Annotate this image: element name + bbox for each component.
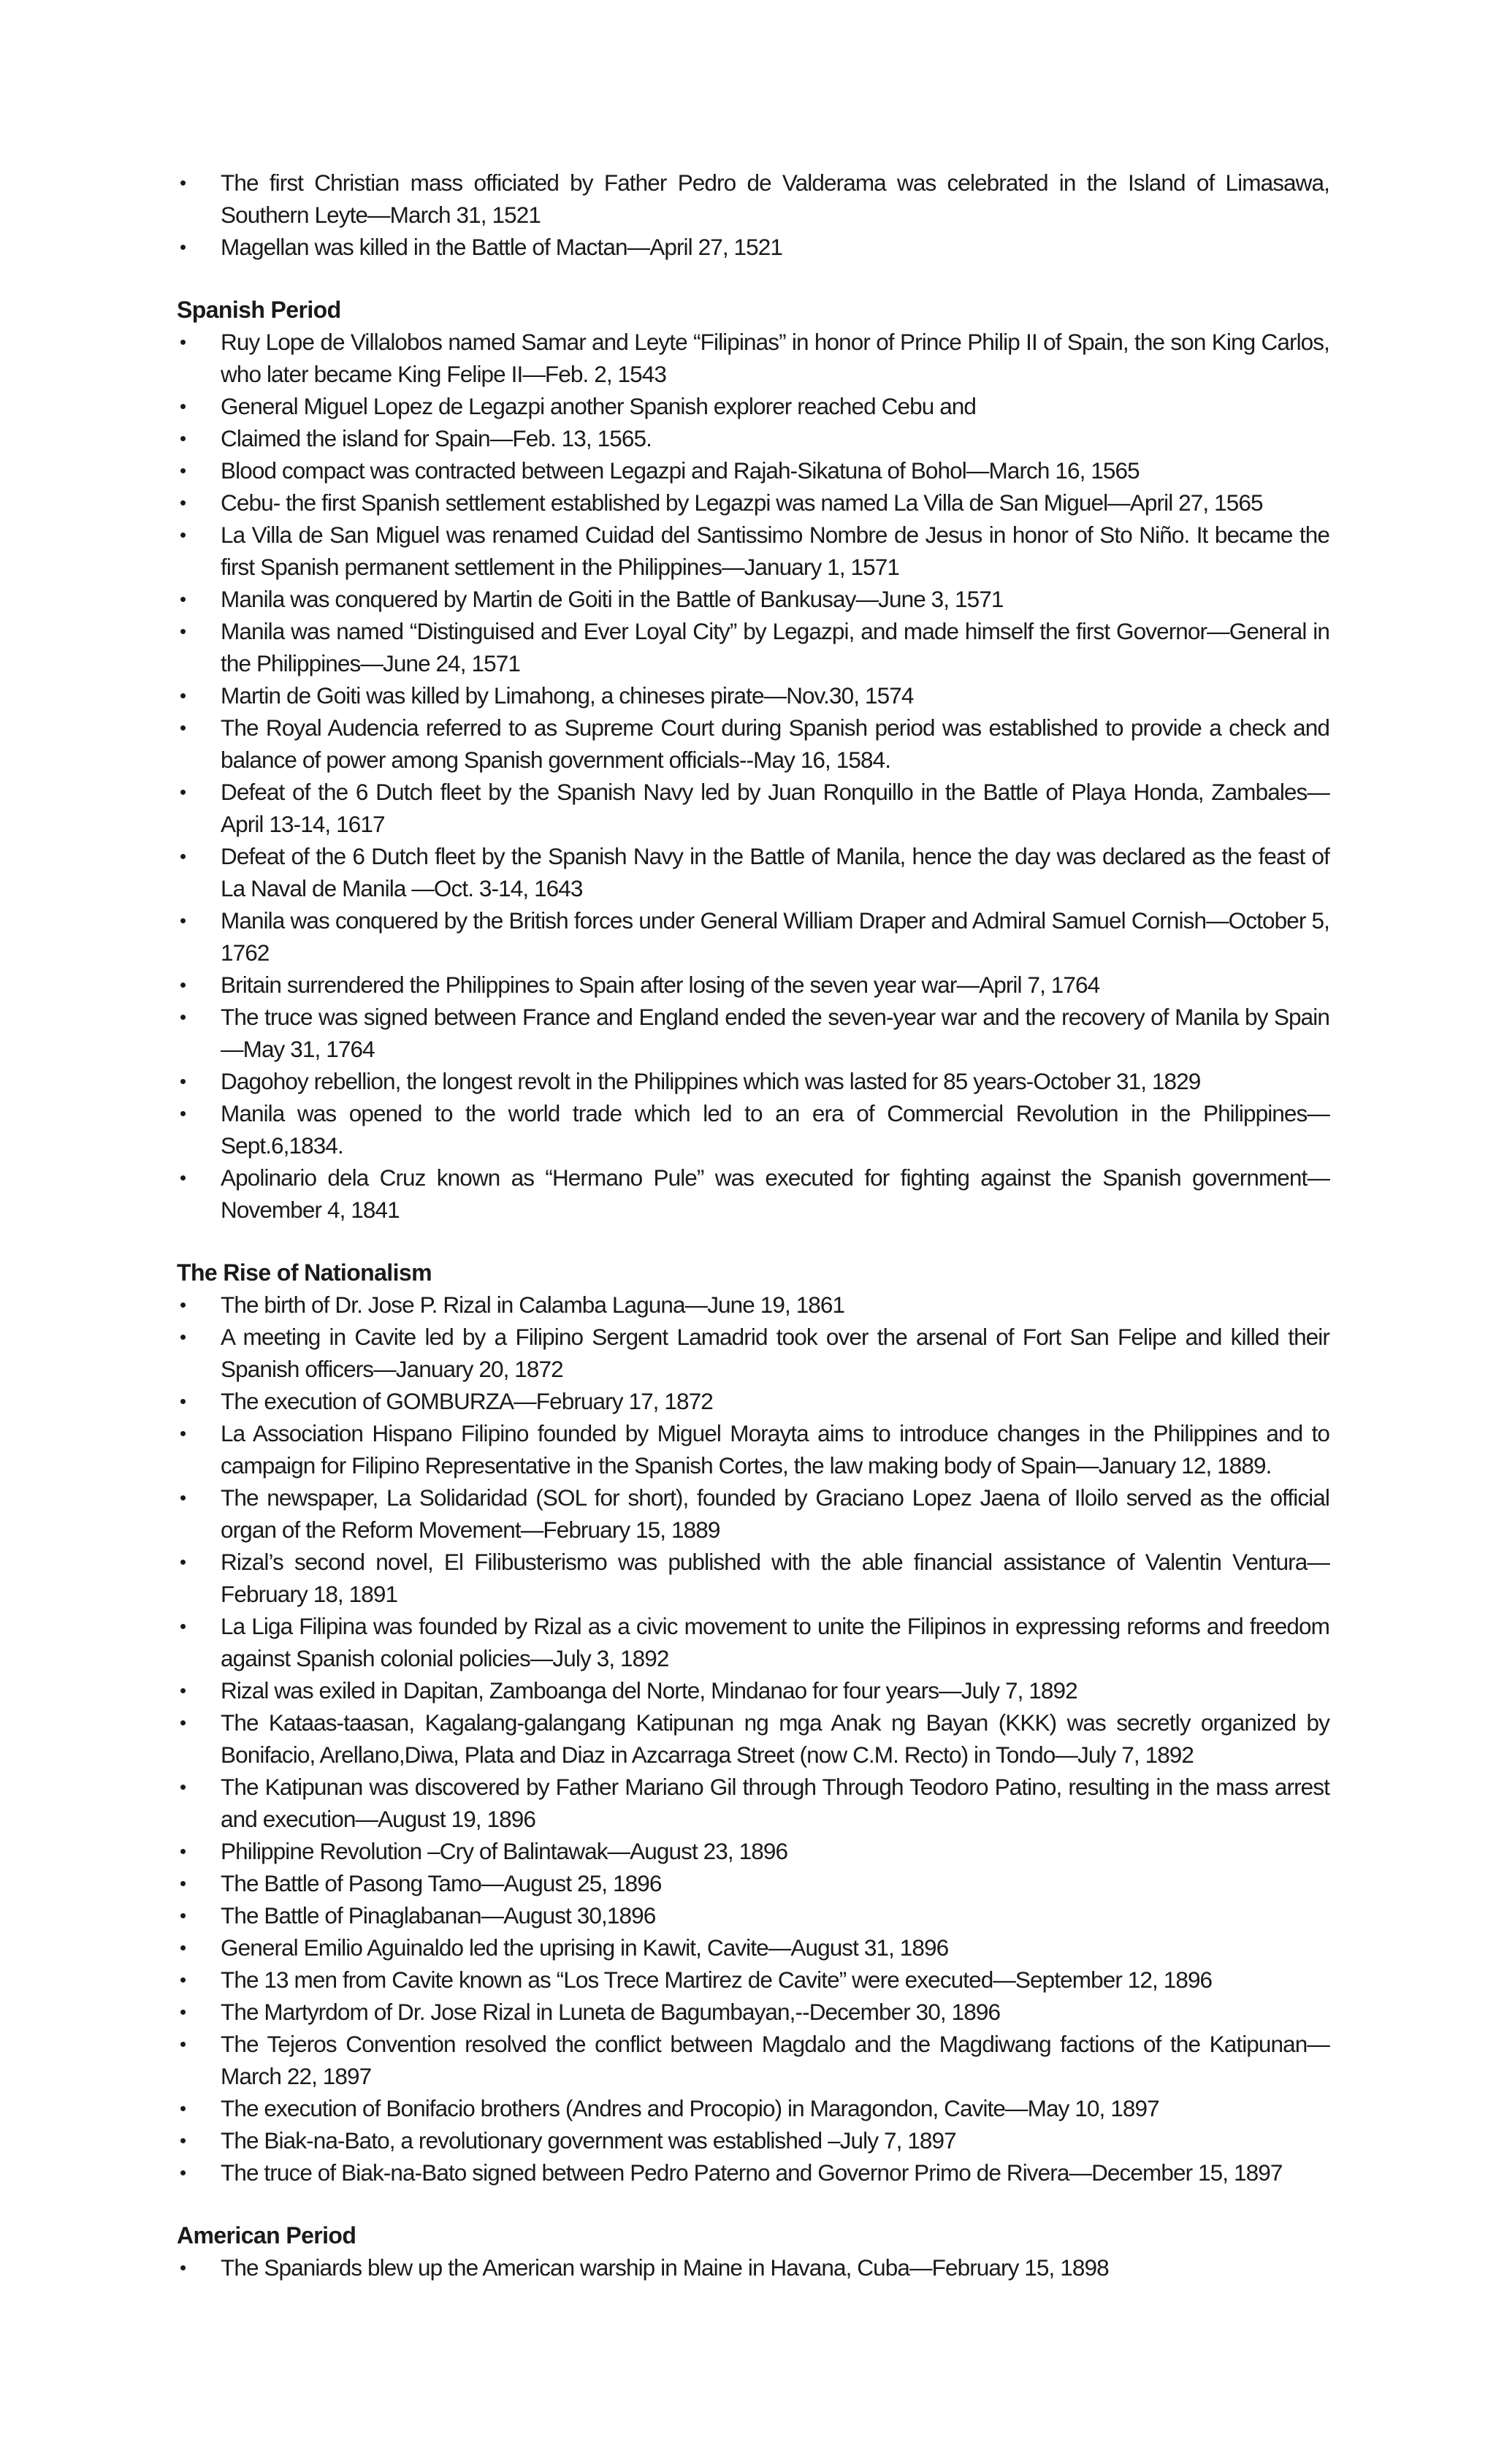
list-item-text: Manila was conquered by the British forces under General William Draper and Admiral Samuel Cornish—October 5, 1762 [221, 907, 1329, 966]
list-item-text: The Spaniards blew up the American warship in Maine in Havana, Cuba—February 15, 1898 [221, 2254, 1109, 2281]
section-heading: The Rise of Nationalism [177, 1259, 432, 1286]
list-item-text: Ruy Lope de Villalobos named Samar and Leyte “Filipinas” in honor of Prince Philip II of Spain, the son King Carlos, who later became King Felipe II—Feb. 2, 1543 [221, 329, 1329, 387]
list-item [175, 2156, 1329, 2189]
list-item [175, 1899, 1329, 1931]
bullet-icon: • [180, 2129, 186, 2151]
list-item-text: General Miguel Lopez de Legazpi another Spanish explorer reached Cebu and [221, 393, 977, 419]
list-item-text: The Tejeros Convention resolved the conflict between Magdalo and the Magdiwang factions of the Katipunan—March 22, 1897 [221, 2031, 1329, 2089]
list-item [175, 454, 1329, 487]
list-item-text: The newspaper, La Solidaridad (SOL for short), founded by Graciano Lopez Jaena of Iloilo served as the official organ of the Reform Movement—February 15, 1889 [221, 1484, 1329, 1543]
list-item [175, 1065, 1329, 1097]
section-list [175, 1289, 1329, 2189]
bullet-icon: • [180, 1006, 186, 1028]
list-item [175, 167, 1329, 231]
list-item-text: Rizal’s second novel, El Filibusterismo was published with the able financial assistance of Valentin Ventura—February 18, 1891 [221, 1549, 1329, 1607]
bullet-icon: • [180, 588, 186, 610]
list-item [175, 1385, 1329, 1417]
list-item-text: Manila was conquered by Martin de Goiti in the Battle of Bankusay—June 3, 1571 [221, 586, 1004, 612]
list-item-text: The birth of Dr. Jose P. Rizal in Calamba Laguna—June 19, 1861 [221, 1292, 845, 1318]
list-item [175, 1481, 1329, 1546]
list-item [175, 1964, 1329, 1996]
bullet-icon: • [180, 1776, 186, 1798]
list-item [175, 1867, 1329, 1899]
bullet-icon: • [180, 717, 186, 739]
list-item [175, 1417, 1329, 1481]
list-item [175, 776, 1329, 840]
bullet-icon: • [180, 1070, 186, 1092]
bullet-icon: • [180, 1487, 186, 1508]
list-item-text: La Association Hispano Filipino founded by Miguel Morayta aims to introduce changes in the Philippines and to campaign for Filipino Representative in the Spanish Cortes, the law making body of Spain—January 12, 1889. [221, 1420, 1329, 1479]
list-item [175, 487, 1329, 519]
list-item-text: Manila was named “Distinguised and Ever Loyal City” by Legazpi, and made himself the first Governor—General in the Philippines—June 24, 1571 [221, 618, 1329, 676]
bullet-icon: • [180, 2162, 186, 2183]
section [175, 294, 1329, 1226]
bullet-icon: • [180, 781, 186, 803]
bullet-icon: • [180, 1390, 186, 1412]
bullet-icon: • [180, 459, 186, 481]
bullet-icon: • [180, 2257, 186, 2278]
list-item-text: The 13 men from Cavite known as “Los Trece Martirez de Cavite” were executed—September 12, 1896 [221, 1967, 1213, 1993]
list-item [175, 2124, 1329, 2156]
list-item-text: Rizal was exiled in Dapitan, Zamboanga del Norte, Mindanao for four years—July 7, 1892 [221, 1677, 1077, 1704]
bullet-icon: • [180, 684, 186, 706]
list-item [175, 1162, 1329, 1226]
list-item [175, 583, 1329, 615]
list-item [175, 2251, 1329, 2284]
section-list [175, 326, 1329, 1226]
bullet-icon: • [180, 395, 186, 417]
bullet-icon: • [180, 909, 186, 931]
bullet-icon: • [180, 172, 186, 194]
list-item-text: The first Christian mass officiated by Father Pedro de Valderama was celebrated in the Island of Limasawa, Southern Leyte—March 31, 1521 [221, 169, 1329, 228]
list-item-text: Defeat of the 6 Dutch fleet by the Spanish Navy led by Juan Ronquillo in the Battle of Playa Honda, Zambales—April 13-14, 1617 [221, 779, 1329, 837]
list-item [175, 1996, 1329, 2028]
list-item [175, 422, 1329, 454]
list-item-text: The Battle of Pinaglabanan—August 30,1896 [221, 1902, 656, 1929]
list-item [175, 1289, 1329, 1321]
list-item [175, 1610, 1329, 1674]
list-item-text: The truce was signed between France and England ended the seven-year war and the recovery of Manila by Spain—May 31, 1764 [221, 1004, 1329, 1062]
list-item-text: Blood compact was contracted between Legazpi and Rajah-Sikatuna of Bohol—March 16, 1565 [221, 457, 1140, 484]
list-item [175, 840, 1329, 904]
list-item [175, 1931, 1329, 1964]
section-list [175, 2251, 1329, 2284]
list-item-text: The execution of GOMBURZA—February 17, 1872 [221, 1388, 713, 1414]
bullet-icon: • [180, 2033, 186, 2055]
list-item [175, 712, 1329, 776]
list-item-text: Apolinario dela Cruz known as “Hermano Pule” was executed for fighting against the Spanish government—November 4, 1841 [221, 1164, 1329, 1223]
bullet-icon: • [180, 1167, 186, 1189]
list-item-text: The truce of Biak-na-Bato signed between Pedro Paterno and Governor Primo de Rivera—December 15, 1897 [221, 2159, 1283, 2186]
bullet-icon: • [180, 236, 186, 258]
list-item [175, 1706, 1329, 1771]
list-item-text: The Martyrdom of Dr. Jose Rizal in Luneta de Bagumbayan,--December 30, 1896 [221, 1999, 1001, 2025]
list-item-text: Philippine Revolution –Cry of Balintawak—August 23, 1896 [221, 1838, 788, 1864]
bullet-icon: • [180, 1969, 186, 1991]
sections-container [175, 294, 1329, 2284]
list-item-text: Claimed the island for Spain—Feb. 13, 1565. [221, 425, 652, 451]
bullet-icon: • [180, 1712, 186, 1733]
list-item [175, 969, 1329, 1001]
list-item-text: The execution of Bonifacio brothers (Andres and Procopio) in Maragondon, Cavite—May 10, 1897 [221, 2095, 1159, 2121]
section [175, 1256, 1329, 2189]
list-item-text: General Emilio Aguinaldo led the uprising in Kawit, Cavite—August 31, 1896 [221, 1934, 949, 1961]
list-item [175, 1097, 1329, 1162]
list-item [175, 679, 1329, 712]
list-item [175, 904, 1329, 969]
list-item [175, 1674, 1329, 1706]
list-item [175, 1771, 1329, 1835]
list-item [175, 519, 1329, 583]
bullet-icon: • [180, 2097, 186, 2119]
list-item-text: Magellan was killed in the Battle of Mactan—April 27, 1521 [221, 234, 782, 260]
section-heading: Spanish Period [177, 297, 341, 323]
list-item-text: A meeting in Cavite led by a Filipino Sergent Lamadrid took over the arsenal of Fort San Felipe and killed their Spanish officers—January 20, 1872 [221, 1324, 1329, 1382]
list-item-text: The Royal Audencia referred to as Supreme Court during Spanish period was established to provide a check and balance of power among Spanish government officials--May 16, 1584. [221, 714, 1329, 773]
list-item-text: Cebu- the first Spanish settlement established by Legazpi was named La Villa de San Miguel—April 27, 1565 [221, 489, 1263, 516]
section [175, 2219, 1329, 2284]
bullet-icon: • [180, 1422, 186, 1444]
bullet-icon: • [180, 1615, 186, 1637]
list-item-text: Manila was opened to the world trade which led to an era of Commercial Revolution in the Philippines—Sept.6,1834. [221, 1100, 1329, 1159]
list-item [175, 2028, 1329, 2092]
list-item-text: The Kataas-taasan, Kagalang-galangang Katipunan ng mga Anak ng Bayan (KKK) was secretly organized by Bonifacio, Arellano,Diwa, Plata and Diaz in Azcarraga Street (now C.M. Recto) in Tondo—July 7, 1892 [221, 1709, 1329, 1768]
list-item [175, 1546, 1329, 1610]
bullet-icon: • [180, 1679, 186, 1701]
bullet-icon: • [180, 427, 186, 449]
bullet-icon: • [180, 492, 186, 514]
bullet-icon: • [180, 1872, 186, 1894]
list-item [175, 1001, 1329, 1065]
bullet-icon: • [180, 1294, 186, 1316]
bullet-icon: • [180, 1840, 186, 1862]
list-item-text: The Katipunan was discovered by Father Mariano Gil through Through Teodoro Patino, resulting in the mass arrest and execution—August 19, 1896 [221, 1774, 1329, 1832]
bullet-icon: • [180, 524, 186, 546]
list-item [175, 615, 1329, 679]
document-page [175, 167, 1329, 2284]
bullet-icon: • [180, 1551, 186, 1573]
list-item-text: The Battle of Pasong Tamo—August 25, 1896 [221, 1870, 662, 1896]
list-item-text: The Biak-na-Bato, a revolutionary government was established –July 7, 1897 [221, 2127, 956, 2154]
list-item-text: Dagohoy rebellion, the longest revolt in the Philippines which was lasted for 85 years-October 31, 1829 [221, 1068, 1201, 1094]
list-item-text: Britain surrendered the Philippines to Spain after losing of the seven year war—April 7, 1764 [221, 972, 1100, 998]
list-item-text: La Liga Filipina was founded by Rizal as a civic movement to unite the Filipinos in expressing reforms and freedom against Spanish colonial policies—July 3, 1892 [221, 1613, 1329, 1671]
list-item [175, 1321, 1329, 1385]
list-item [175, 326, 1329, 390]
list-item-text: La Villa de San Miguel was renamed Cuidad del Santissimo Nombre de Jesus in honor of Sto Niño. It became the first Spanish permanent settlement in the Philippines—January 1, 1571 [221, 522, 1329, 580]
list-item-text: Defeat of the 6 Dutch fleet by the Spanish Navy in the Battle of Manila, hence the day was declared as the feast of La Naval de Manila —Oct. 3-14, 1643 [221, 843, 1329, 901]
bullet-icon: • [180, 620, 186, 642]
bullet-icon: • [180, 1326, 186, 1348]
bullet-icon: • [180, 845, 186, 867]
bullet-icon: • [180, 1904, 186, 1926]
intro-list [175, 167, 1329, 263]
bullet-icon: • [180, 2001, 186, 2023]
list-item [175, 390, 1329, 422]
list-item [175, 231, 1329, 263]
bullet-icon: • [180, 974, 186, 996]
list-item [175, 1835, 1329, 1867]
section-heading: American Period [177, 2222, 356, 2249]
list-item-text: Martin de Goiti was killed by Limahong, a chineses pirate—Nov.30, 1574 [221, 682, 914, 709]
bullet-icon: • [180, 1102, 186, 1124]
bullet-icon: • [180, 1937, 186, 1958]
list-item [175, 2092, 1329, 2124]
bullet-icon: • [180, 331, 186, 353]
